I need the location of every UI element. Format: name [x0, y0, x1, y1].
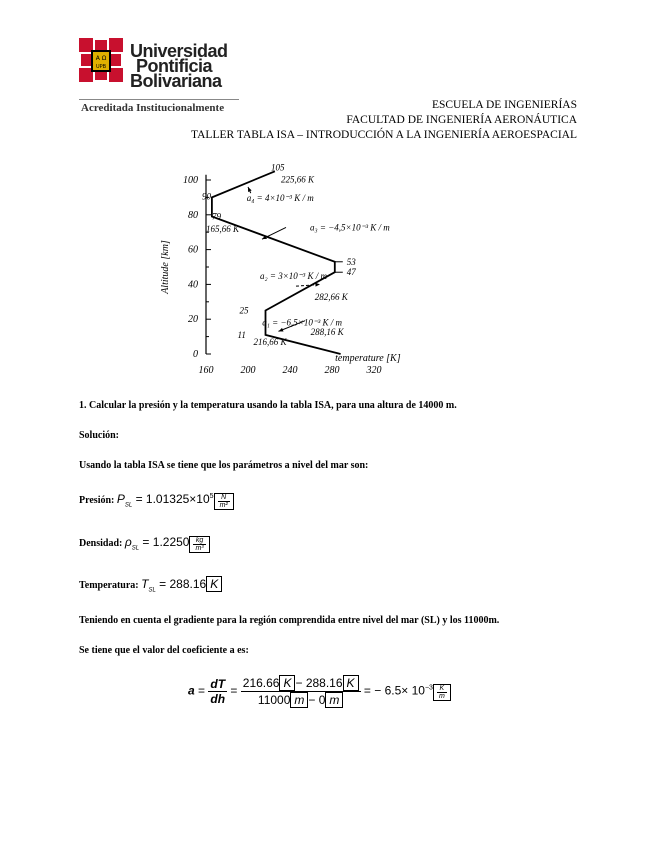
pressure-value: = 1.01325×10	[135, 492, 210, 506]
temperature-subscript: SL	[148, 587, 156, 594]
chart-annotation: 282,66 K	[314, 291, 348, 302]
isa-temperature-chart	[150, 160, 510, 380]
temperature-value: = 288.16	[159, 577, 207, 591]
density-line	[79, 535, 210, 553]
x-tick-label: 280	[324, 365, 340, 376]
temperature-unit: K	[206, 576, 222, 592]
logo-shield-text-bottom: UPB	[95, 64, 107, 70]
eq-den-unit2: m	[325, 692, 343, 708]
chart-annotation: 47	[346, 267, 356, 278]
chart-annotation: a₂ = 3×10⁻³ K / m	[260, 271, 327, 282]
chart-annotation: 79	[211, 211, 221, 222]
university-name-line3: Bolivariana	[130, 71, 222, 91]
pressure-exponent: 5	[209, 493, 214, 500]
eq-equals: =	[198, 683, 206, 698]
y-tick-label: 0	[193, 349, 198, 360]
header-faculty: FACULTAD DE INGENIERÍA AERONÁUTICA	[346, 114, 577, 126]
pressure-line	[79, 492, 234, 510]
a1-arrow-head	[279, 328, 284, 332]
university-name-line2: Pontificia	[136, 56, 213, 76]
eq-dh: dh	[210, 692, 226, 706]
x-tick-label: 160	[198, 365, 214, 376]
eq-dT: dT	[210, 677, 226, 691]
eq-result-exponent: −3	[424, 684, 433, 692]
density-unit-num: kg	[193, 537, 205, 545]
pressure-unit-den: m²	[219, 501, 228, 509]
chart-annotation: a₁ = −6,5×10⁻³ K / m	[262, 317, 343, 328]
x-tick-label: 240	[282, 365, 298, 376]
density-value: = 1.2250	[142, 535, 190, 549]
eq-num-value1: 216.66	[242, 676, 280, 690]
density-label: Densidad:	[79, 538, 123, 549]
eq-den-value1: 11000	[257, 693, 291, 707]
accreditation-text: Acreditada Institucionalmente	[81, 102, 225, 114]
sea-level-intro: Usando la tabla ISA se tiene que los parámetros a nivel del mar son:	[79, 460, 369, 471]
x-tick-label: 200	[240, 365, 256, 376]
y-tick-label: 80	[188, 209, 198, 221]
solution-heading: Solución:	[79, 430, 120, 441]
eq-num-unit2: K	[343, 675, 359, 691]
eq-num-unit1: K	[279, 675, 295, 691]
chart-annotation: 53	[346, 256, 356, 267]
chart-annotation: a₄ = 4×10⁻³ K / m	[246, 193, 314, 204]
question-1: 1. Calcular la presión y la temperatura usando la tabla ISA, para una altura de 14000 m.	[79, 400, 457, 411]
header-course: TALLER TABLA ISA – INTRODUCCIÓN A LA INGENIERÍA AEROESPACIAL	[191, 129, 577, 141]
gradient-intro: Teniendo en cuenta el gradiente para la región comprendida entre nivel del mar (SL) y los 11000m.	[79, 615, 500, 626]
chart-annotation: 11	[237, 329, 246, 340]
chart-annotation: 90	[201, 191, 211, 202]
temperature-label: Temperatura:	[79, 580, 139, 591]
y-axis-label: Altitude [km]	[160, 240, 171, 294]
pressure-label: Presión:	[79, 495, 115, 506]
university-logo-shield	[79, 38, 123, 82]
a2-arrow-head	[315, 283, 320, 287]
y-tick-label: 60	[188, 244, 198, 256]
logo-divider	[79, 99, 239, 100]
density-symbol: ρ	[124, 535, 132, 549]
eq-result-unit-num: K	[437, 685, 447, 693]
university-name	[130, 41, 228, 91]
temperature-symbol: T	[141, 577, 149, 591]
y-tick-label: 20	[188, 314, 198, 326]
gradient-equation: a = $\frac{dT}{dh}$ = $\frac{216.66 K - 288.16 K}{11000 m - 0 m}$ = − $6.5\times 10^{-3}$ $\frac{K}{m}$	[188, 675, 451, 708]
chart-annotation: 225,66 K	[280, 174, 314, 185]
x-tick-label: 320	[366, 365, 382, 376]
y-tick-label: 40	[188, 279, 198, 291]
y-tick-label: 100	[183, 175, 198, 186]
chart-annotation: 165,66 K	[205, 224, 239, 235]
chart-annotation: 288,16 K	[310, 327, 344, 338]
pressure-unit-num: N	[218, 494, 230, 502]
temperature-line	[79, 576, 222, 593]
chart-annotation: 216,66 K	[253, 337, 287, 348]
eq-den-unit1: m	[290, 692, 308, 708]
density-unit-den: m³	[195, 544, 204, 552]
chart-annotation: a₃ = −4,5×10⁻³ K / m	[310, 222, 390, 233]
eq-result-unit-den: m	[438, 693, 445, 701]
eq-result: = − 6.5× 10	[363, 683, 425, 698]
eq-a: a	[188, 683, 195, 698]
logo-shield-text-top: A Ω	[95, 55, 107, 62]
chart-annotation: 25	[239, 305, 249, 316]
x-axis-label: temperature [K]	[335, 353, 401, 364]
pressure-symbol: P	[116, 492, 125, 506]
header-school: ESCUELA DE INGENIERÍAS	[431, 99, 577, 111]
chart-annotation: 105	[270, 162, 285, 173]
eq-den-minus: − 0	[308, 693, 326, 707]
university-name-line1: Universidad	[130, 41, 228, 61]
coefficient-intro: Se tiene que el valor del coeficiente a es:	[79, 645, 249, 656]
pressure-subscript: SL	[124, 502, 133, 509]
eq-num-minus: − 288.16	[295, 676, 343, 690]
density-subscript: SL	[131, 545, 140, 552]
